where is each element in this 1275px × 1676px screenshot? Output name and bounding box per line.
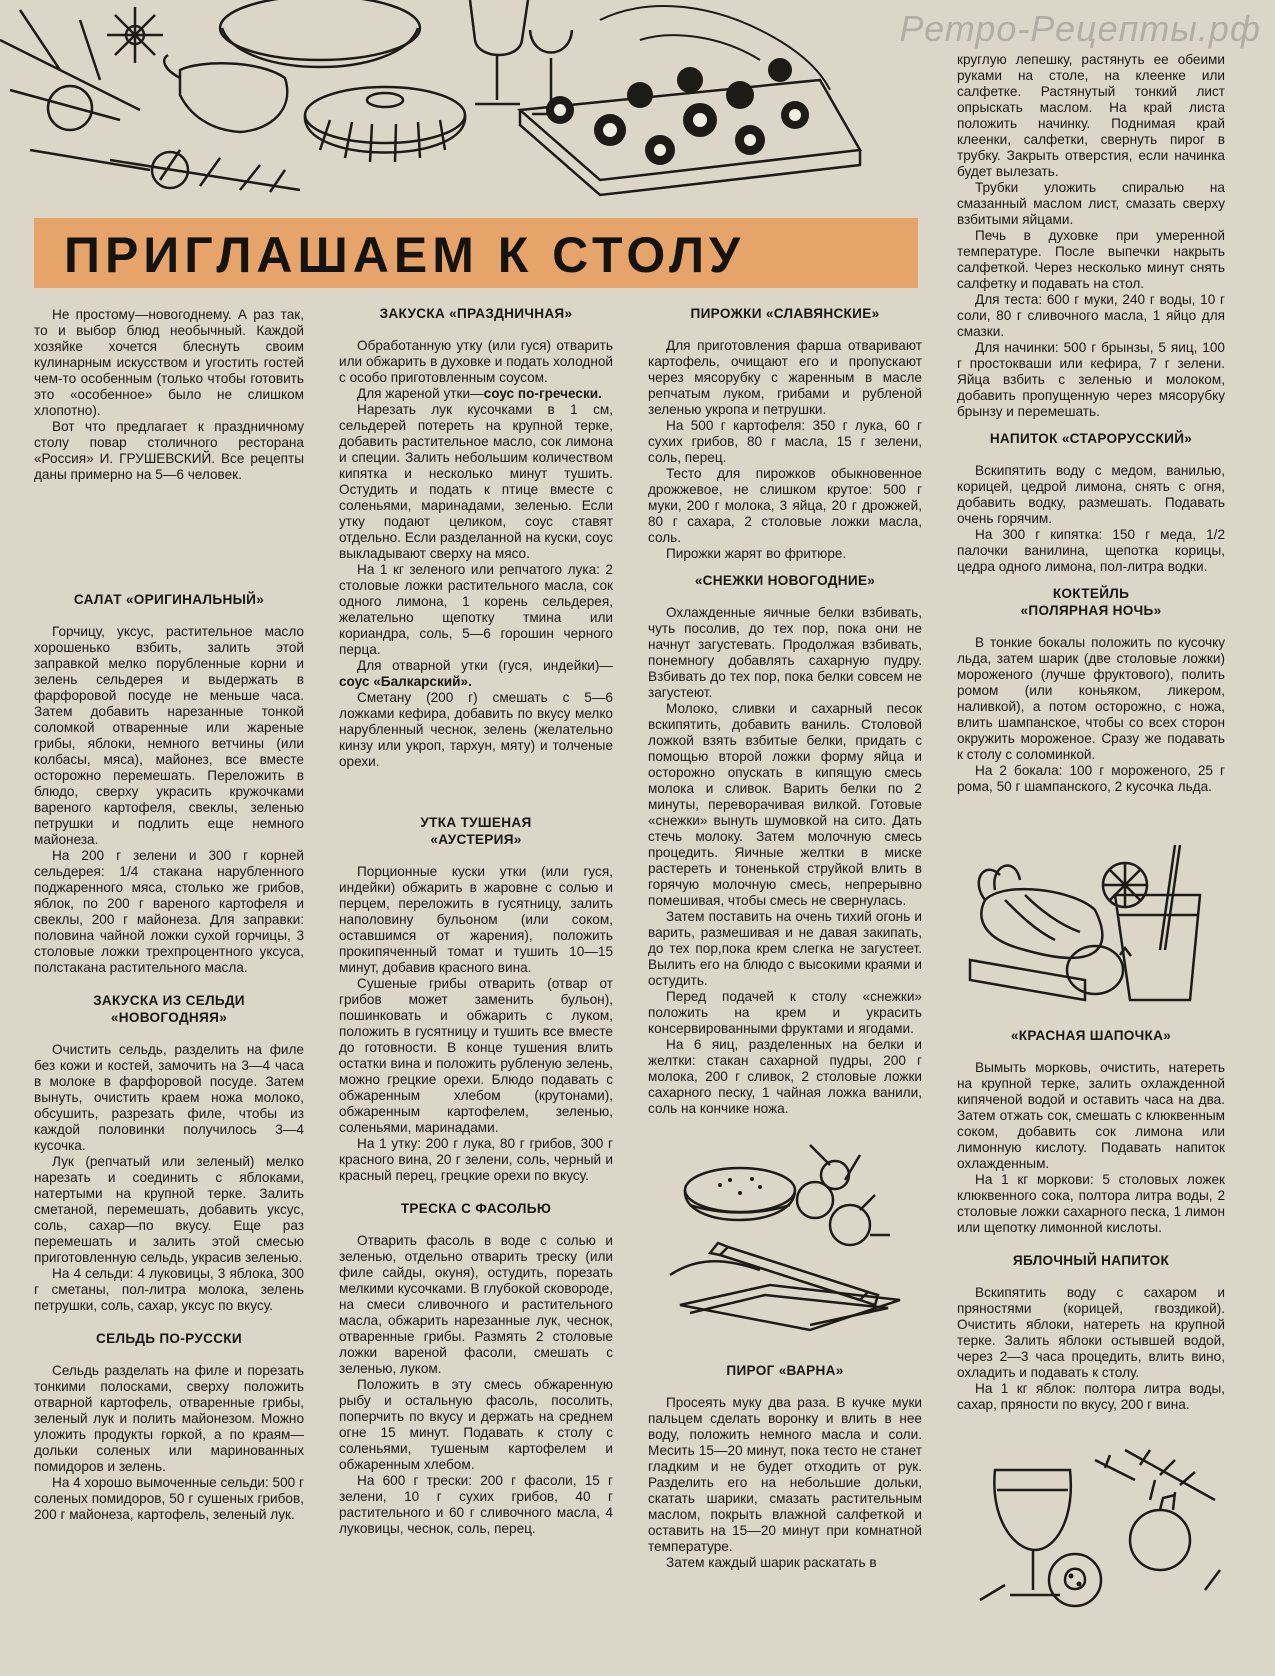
column-4-bottom: [957, 1027, 1225, 1413]
recipe-title: «ПОЛЯРНАЯ НОЧЬ»: [1020, 603, 1162, 618]
apple-drink-illustration: [975, 1440, 1225, 1615]
recipe-text: На 1 кг зеленого или репчатого лука: 2 столовые ложки растительного масла, сок одного лимона, 1 корень сельдерея, желательно щепотку тмина или кориандра, соль, 5—6 горошин черного перца.: [339, 562, 613, 657]
recipe-text: круглую лепешку, растянуть ее обеими руками на столе, на клеенке или салфетке. Растянутый тонкий лист опрыскать маслом. На край листа положить начинку. Поднимая край клеенки, салфетки, свернуть пирог в трубку. Закрыть отверстия, если начинка будет вылезать.: [957, 52, 1225, 179]
recipe-text: Сушеные грибы отварить (отвар от грибов может заменить бульон), пошинковать и обжарить с луком, положить в гусятницу и тушить все вместе до готовности. В конце тушения влить остатки вина и положить рубленую зелень, можно грецкие орехи. Блюдо подавать с обжаренным хлебом (крутонами), обжаренным картофелем, зеленью, соленьями, маринадами.: [339, 976, 613, 1135]
recipe-title: СЕЛЬДЬ ПО-РУССКИ: [96, 1331, 242, 1346]
sauce-name: соус «Балкарский».: [339, 674, 472, 689]
recipe-title: «КРАСНАЯ ШАПОЧКА»: [1010, 1028, 1172, 1043]
recipe-text: На 600 г трески: 200 г фасоли, 15 г зелени, 10 г сухих грибов, 40 г растительного и 60 г сливочного масла, 4 луковицы, чеснок, соль, перец.: [339, 1473, 613, 1536]
recipe-title: КОКТЕЙЛЬ: [1052, 586, 1130, 601]
sauce-intro: Для жареной утки—: [357, 386, 484, 401]
recipe-text: На 1 кг яблок: полтора литра воды, сахар, пряности по вкусу, 200 г вина.: [957, 1381, 1225, 1412]
recipe-text: На 4 хорошо вымоченные сельди: 500 г соленых помидоров, 50 г сушеных грибов, 200 г майонеза, картофель, зеленый лук.: [34, 1475, 304, 1522]
recipe-text: Молоко, сливки и сахарный песок вскипятить, добавить ваниль. Столовой ложкой взять взбитые белки, придать с помощью второй ложки форму яйца и осторожно опускать в кипящую смесь молока и сливок. Варить белки по 2 минуты, переворачивая вилкой. Готовые «снежки» вынуть шумовкой на сито. Дать стечь молоку. Затем молочную смесь процедить. Яичные желтки в миске растереть и тоненькой струйкой влить в горячую молочную смесь, непрерывно помешивая, чтобы смесь не свернулась.: [648, 701, 922, 908]
recipe-text: Затем каждый шарик раскатать в: [666, 1555, 877, 1570]
recipe-text: Сельдь разделать на филе и порезать тонкими полосками, сверху положить отварной картофель, отваренные грибы, зеленый лук и полить майонезом. Можно уложить продукты горкой, а по краям—дольки соленых или маринованных помидоров и зелень.: [34, 1363, 304, 1474]
recipe-text: Обработанную утку (или гуся) отварить или обжарить в духовке и подать холодной с особо приготовленным соусом.: [339, 338, 613, 385]
recipe-title: ПИРОГ «ВАРНА»: [726, 1363, 844, 1378]
carrot-drink-illustration: [965, 840, 1215, 1010]
column-1: [34, 307, 304, 1523]
recipe-text: Лук (репчатый или зеленый) мелко нарезать и соединить с яблоками, натертыми на крупной терке. Залить сметаной, перемешать, добавить уксус, соль, сахар—по вкусу. Еще раз перемешать и залить этой смесью приготовленную сельдь, украсив зеленью.: [34, 1154, 304, 1265]
recipe-title: ТРЕСКА С ФАСОЛЬЮ: [400, 1201, 552, 1216]
sauce-name: соус по-гречески.: [483, 386, 602, 401]
recipe-text: На 2 бокала: 100 г мороженого, 25 г рома, 50 г шампанского, 2 кусочка льда.: [957, 763, 1225, 794]
recipe-text: [339, 386, 613, 402]
title-banner: [34, 218, 918, 288]
pie-illustration: [660, 1135, 910, 1335]
festive-table-illustration: [0, 0, 900, 212]
site-watermark: Ретро-Рецепты.рф: [899, 8, 1261, 49]
recipe-title: ЗАКУСКА «ПРАЗДНИЧНАЯ»: [379, 306, 573, 321]
column-4: [957, 52, 1225, 795]
recipe-title: УТКА ТУШЕНАЯ: [420, 815, 532, 830]
recipe-text: Очистить сельдь, разделить на филе без кожи и костей, замочить на 3—4 часа в молоке в фарфоровой посуде. Затем вынуть, очистить краем ножа молоко, обсушить, разрезать филе, чтобы из каждой половинки получилось 3—4 кусочка.: [34, 1042, 304, 1153]
recipe-text: Вымыть морковь, очистить, натереть на крупной терке, залить охлажденной кипяченой водой и оставить часа на два. Затем отжать сок, смешать с клюквенным соком, добавить сок лимона или лимонную кислоту. Подавать напиток охлажденным.: [957, 1060, 1225, 1171]
recipe-title: САЛАТ «ОРИГИНАЛЬНЫЙ»: [73, 592, 265, 607]
recipe-text: Охлажденные яичные белки взбивать, чуть посолив, до тех пор, пока они не начнут загустевать. Продолжая взбивать, понемногу добавлять сахарную пудру. Взбивать до тех пор, пока белки совсем не загустеют.: [648, 605, 922, 700]
sauce-intro: Для отварной утки (гуся, индейки)—: [357, 658, 613, 673]
recipe-text: Вскипятить воду с сахаром и пряностями (корицей, гвоздикой). Очистить яблоки, натереть на крупной терке. Залить яблоки остывшей водой, через 2—3 часа процедить, влить вино, охладить и подавать к столу.: [957, 1285, 1225, 1380]
recipe-text: На 500 г картофеля: 350 г лука, 60 г сухих грибов, 80 г масла, 15 г зелени, соль, перец.: [648, 418, 922, 465]
recipe-text: Просеять муку два раза. В кучке муки пальцем сделать воронку и влить в нее воду, положить немного масла и соли. Месить 15—20 минут, пока тесто не станет гладким и не будет отходить от рук. Разделить его на небольшие дольки, скатать шарики, смазать растительным маслом, покрыть влажной салфеткой и оставить на 15—20 минут при комнатной температуре.: [648, 1395, 922, 1554]
recipe-text: Нарезать лук кусочками в 1 см, сельдерей потереть на крупной терке, добавить растительное масло, сок лимона и специи. Залить небольшим количеством кипятка и несколько минут тушить. Остудить и подать к птице вместе с соленьями, маринадами, зеленью. Если утку подают целиком, соус ставят отдельно. Если разделанной на куски, соус выкладывают сверху на мясо.: [339, 402, 613, 561]
recipe-title: «СНЕЖКИ НОВОГОДНИЕ»: [694, 573, 876, 588]
recipe-text: На 300 г кипятка: 150 г меда, 1/2 палочки ванилина, щепотка корицы, цедра одного лимона, пол-литра водки.: [957, 527, 1225, 574]
recipe-text: Трубки уложить спиралью на смазанный маслом лист, смазать сверху взбитыми яйцами.: [957, 180, 1225, 227]
recipe-title: ЗАКУСКА ИЗ СЕЛЬДИ «НОВОГОДНЯЯ»: [93, 993, 245, 1025]
column-2: [339, 305, 613, 1537]
recipe-text: Пирожки жарят во фритюре.: [666, 546, 847, 561]
recipe-text: На 4 сельди: 4 луковицы, 3 яблока, 300 г сметаны, пол-литра молока, зелень петрушки, соль, сахар, уксус по вкусу.: [34, 1266, 304, 1313]
recipe-text: На 1 утку: 200 г лука, 80 г грибов, 300 г красного вина, 20 г зелени, соль, черный и красный перец, грецкие орехи по вкусу.: [339, 1136, 613, 1183]
recipe-text: Для приготовления фарша отваривают картофель, очищают его и пропускают через мясорубку с жаренным в масле репчатым луком, грибами и рубленой зеленью укропа и петрушки.: [648, 338, 922, 417]
recipe-text: Горчицу, уксус, растительное масло хорошенько взбить, залить этой заправкой мелко порубленные корни и зелень сельдерея и выдержать в фарфоровой посуде не меньше часа. Затем добавить нарезанные тонкой соломкой отваренные или жареные грибы, яблоки, немного ветчины (или колбасы, мяса), майонез, все вместе осторожно перемешать. Переложить в блюдо, сверху украсить кружочками вареного картофеля, свеклы, зеленью петрушки и подлить еще немного майонеза.: [34, 624, 304, 847]
recipe-text: Сметану (200 г) смешать с 5—6 ложками кефира, добавить по вкусу мелко нарубленный чеснок, зелень (желательно кинзу или укроп, тархун, мяту) и толченые орехи.: [339, 690, 613, 769]
recipe-text: Положить в эту смесь обжаренную рыбу и остальную фасоль, посолить, поперчить по вкусу и держать на среднем огне 15 минут. Подавать к столу с соленьями, тушеным картофелем и обжаренным хлебом.: [339, 1377, 613, 1472]
intro-paragraph: Вот что предлагает к праздничному столу повар столичного ресторана «Россия» И. ГРУШЕВСКИЙ. Все рецепты даны примерно на 5—6 человек.: [34, 419, 304, 482]
recipe-title: НАПИТОК «СТАРОРУССКИЙ»: [989, 431, 1193, 446]
recipe-text: На 1 кг моркови: 5 столовых ложек клюквенного сока, полтора литра воды, 2 столовые ложки сахарного песка, 1 лимон или щепотку лимонной кислоты.: [957, 1172, 1225, 1235]
recipe-text: На 6 яиц, разделенных на белки и желтки: стакан сахарной пудры, 200 г молока, 200 г сливок, 2 столовые ложки сахарного песку, 1 чайная ложка ванили, соль на кончике ножа.: [648, 1037, 922, 1116]
recipe-text: В тонкие бокалы положить по кусочку льда, затем шарик (две столовые ложки) мороженого (лучше фруктового), полить ромом (или коньяком, ликером, наливкой), а потом осторожно, с ножа, влить шампанское, чтобы со всех сторон окружить мороженое. Сразу же подавать к столу с соломинкой.: [957, 635, 1225, 762]
recipe-text: Вскипятить воду с медом, ванилью, корицей, цедрой лимона, снять с огня, добавить водку, размешать. Подавать очень горячим.: [957, 463, 1225, 526]
recipe-title: «АУСТЕРИЯ»: [430, 832, 522, 847]
recipe-text: Для начинки: 500 г брынзы, 5 яиц, 100 г простокваши или кефира, 7 г зелени. Яйца взбить с зеленью и молоком, добавить пропущенную через мясорубку брынзу и перемешать.: [957, 340, 1225, 419]
recipe-title: ЯБЛОЧНЫЙ НАПИТОК: [1012, 1253, 1170, 1268]
recipe-text: Затем поставить на очень тихий огонь и варить, размешивая и не давая закипать, до тех пор,пока крем слегка не загустеет. Вылить его на блюдо с высокими краями и остудить.: [648, 909, 922, 988]
intro-paragraph: Не простому—новогоднему. А раз так, то и выбор блюд необычный. Каждой хозяйке хочется блеснуть своим кулинарным искусством и угостить гостей чем-то особенным (только чтобы готовить это «особенное» было не слишком хлопотно).: [34, 307, 304, 418]
recipe-text: [339, 658, 613, 690]
recipe-text: Отварить фасоль в воде с солью и зеленью, отдельно отварить треску (или филе сайды, окуня), остудить, порезать мелкими кусочками. В глубокой сковороде, на смеси сливочного и растительного масла, обжарить нарезанные лук, чеснок, отваренные грибы. Размять 2 столовые ложки вареной фасоли, смешать с зеленью, луком.: [339, 1233, 613, 1376]
recipe-text: Печь в духовке при умеренной температуре. После выпечки накрыть салфеткой. Через несколько минут снять салфетку и подавать на стол.: [957, 228, 1225, 291]
column-3: [648, 305, 922, 1117]
recipe-text: Перед подачей к столу «снежки» положить на крем и украсить консервированными фруктами и ягодами.: [648, 989, 922, 1036]
recipe-text: Тесто для пирожков обыкновенное дрожжевое, не слишком крутое: 500 г муки, 200 г молока, 3 яйца, 20 г дрожжей, 80 г сахара, 2 столовые ложки масла, соль.: [648, 466, 922, 545]
recipe-text: Для теста: 600 г муки, 240 г воды, 10 г соли, 80 г сливочного масла, 1 яйцо для смазки.: [957, 292, 1225, 339]
column-3-bottom: [648, 1362, 922, 1571]
recipe-title: ПИРОЖКИ «СЛАВЯНСКИЕ»: [690, 306, 880, 321]
page-title: ПРИГЛАШАЕМ К СТОЛУ: [64, 227, 746, 283]
recipe-text: Порционные куски утки (или гуся, индейки) обжарить в жаровне с солью и перцем, переложить в гусятницу, залить наполовину бульоном (или соком, оставшимся от жарения), положить прокипяченный томат и тушить 10—15 минут, добавив красного вина.: [339, 864, 613, 975]
recipe-text: На 200 г зелени и 300 г корней сельдерея: 1/4 стакана нарубленного поджаренного мяса, столько же грибов, яблок, по 200 г вареного картофеля и свеклы, 200 г майонеза. Для заправки: половина чайной ложки сухой горчицы, 3 столовые ложки трехпроцентного уксуса, полстакана растительного масла.: [34, 848, 304, 975]
